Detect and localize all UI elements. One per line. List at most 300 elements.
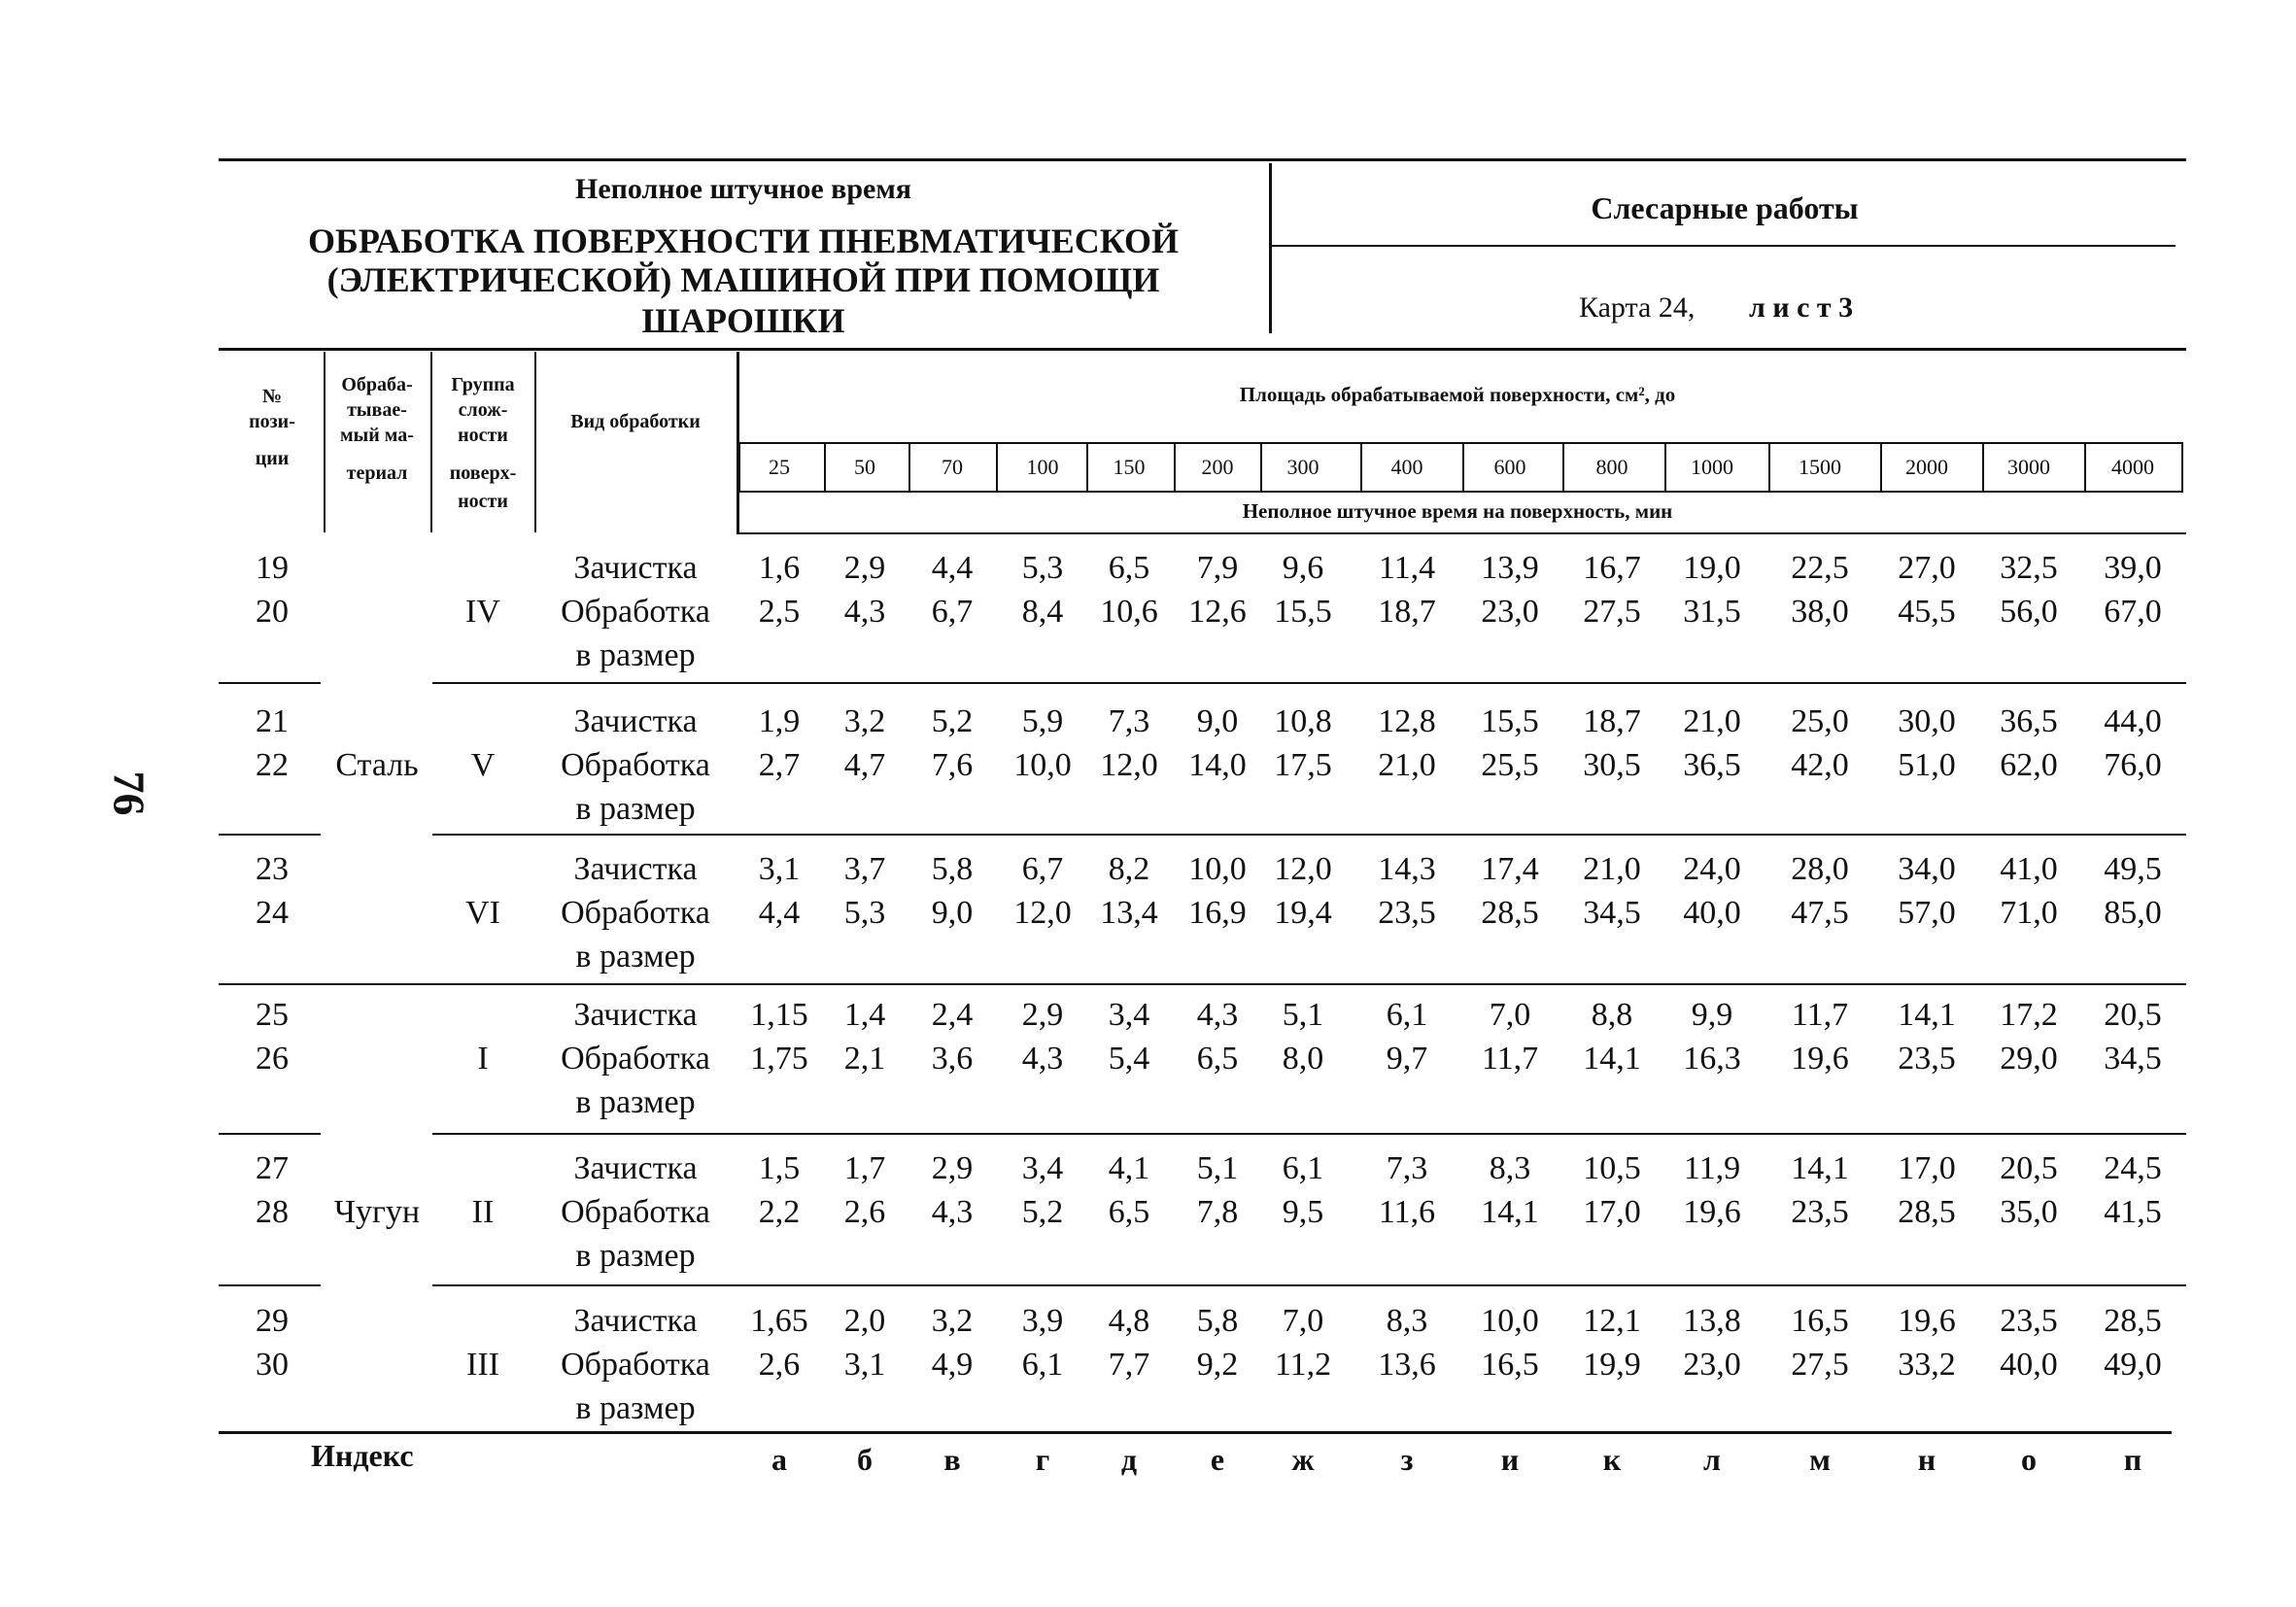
- time-value: 9,2: [1196, 1347, 1239, 1383]
- header-title-line-2: (ЭЛЕКТРИЧЕСКОЙ) МАШИНОЙ ПРИ ПОМОЩИ: [326, 260, 1160, 299]
- area-col-divider: [2084, 442, 2086, 493]
- time-value: 4,9: [931, 1347, 974, 1383]
- table-bottom-rule: [219, 1431, 2172, 1434]
- time-value: 17,0: [1898, 1150, 1956, 1186]
- time-value: 18,7: [1583, 703, 1641, 739]
- area-header: Площадь обрабатываемой поверхности, см², до: [1239, 383, 1676, 406]
- area-col-divider: [1462, 442, 1464, 493]
- process-name: Обработка: [561, 1194, 710, 1230]
- position-number: 21: [256, 703, 289, 739]
- time-value: 5,4: [1108, 1041, 1150, 1077]
- index-letter: и: [1500, 1442, 1520, 1477]
- position-number: 30: [256, 1347, 289, 1383]
- time-value: 3,1: [843, 1347, 886, 1383]
- time-value: 13,9: [1481, 550, 1539, 586]
- time-value: 40,0: [2000, 1347, 2058, 1383]
- process-header: Вид обработки: [570, 411, 701, 432]
- time-value: 4,4: [758, 895, 801, 931]
- complexity-group: VI: [465, 895, 500, 931]
- time-value: 45,5: [1898, 594, 1956, 630]
- time-value: 19,4: [1274, 895, 1332, 931]
- position-number: 28: [256, 1194, 289, 1230]
- time-value: 85,0: [2104, 895, 2162, 931]
- time-value: 19,0: [1683, 550, 1741, 586]
- time-value: 13,6: [1378, 1347, 1436, 1383]
- time-value: 2,6: [843, 1194, 886, 1230]
- time-value: 8,2: [1108, 851, 1150, 887]
- time-value: 14,0: [1188, 747, 1247, 783]
- position-number: 22: [256, 747, 289, 783]
- position-separator: [219, 1284, 321, 1286]
- time-value: 27,5: [1791, 1347, 1849, 1383]
- group-header-1: Группа: [451, 374, 515, 395]
- area-col-divider: [908, 442, 910, 493]
- area-value: 25: [769, 455, 790, 479]
- area-value: 600: [1493, 455, 1526, 479]
- time-value: 16,9: [1188, 895, 1247, 931]
- time-value: 21,0: [1583, 851, 1641, 887]
- time-value: 32,5: [2000, 550, 2058, 586]
- time-value: 9,0: [931, 895, 974, 931]
- time-value: 10,0: [1188, 851, 1247, 887]
- time-value: 14,1: [1481, 1194, 1539, 1230]
- time-value: 15,5: [1274, 594, 1332, 630]
- time-value: 7,0: [1489, 997, 1531, 1033]
- group-separator: [432, 834, 2186, 836]
- index-letter: н: [1917, 1442, 1936, 1477]
- time-value: 38,0: [1791, 594, 1849, 630]
- area-value: 1500: [1799, 455, 1841, 479]
- time-value: 8,3: [1489, 1150, 1531, 1186]
- process-name-cont: в размер: [575, 1238, 696, 1274]
- complexity-group: III: [466, 1347, 499, 1383]
- time-value: 25,5: [1481, 747, 1539, 783]
- position-header-1: №: [261, 386, 283, 407]
- time-value: 44,0: [2104, 703, 2162, 739]
- area-value: 150: [1113, 455, 1146, 479]
- time-value: 1,6: [758, 550, 801, 586]
- time-value: 1,15: [750, 997, 808, 1033]
- time-value: 24,5: [2104, 1150, 2162, 1186]
- time-value: 6,7: [1021, 851, 1064, 887]
- time-value: 36,5: [1683, 747, 1741, 783]
- time-value: 8,3: [1386, 1303, 1428, 1339]
- time-value: 15,5: [1481, 703, 1539, 739]
- time-value: 9,6: [1282, 550, 1324, 586]
- index-letter: а: [771, 1442, 787, 1477]
- time-value: 1,75: [750, 1041, 808, 1077]
- time-value: 19,6: [1791, 1041, 1849, 1077]
- time-value: 33,2: [1898, 1347, 1956, 1383]
- time-value: 6,7: [931, 594, 974, 630]
- time-value: 10,0: [1013, 747, 1072, 783]
- time-value: 6,5: [1196, 1041, 1239, 1077]
- time-value: 27,0: [1898, 550, 1956, 586]
- time-value: 2,9: [843, 550, 886, 586]
- process-name-cont: в размер: [575, 1390, 696, 1426]
- time-value: 4,1: [1108, 1150, 1150, 1186]
- area-value: 300: [1286, 455, 1319, 479]
- time-value: 10,0: [1481, 1303, 1539, 1339]
- time-value: 12,0: [1013, 895, 1072, 931]
- time-value: 7,8: [1196, 1194, 1239, 1230]
- area-col-divider: [738, 442, 740, 493]
- time-value: 4,7: [843, 747, 886, 783]
- index-letter: п: [2123, 1442, 2142, 1477]
- time-value: 5,1: [1282, 997, 1324, 1033]
- complexity-group: IV: [465, 594, 500, 630]
- time-value: 47,5: [1791, 895, 1849, 931]
- time-value: 16,3: [1683, 1041, 1741, 1077]
- time-value: 35,0: [2000, 1194, 2058, 1230]
- page-number: 76: [104, 770, 154, 816]
- card-number: Карта 24,: [1579, 291, 1696, 324]
- time-value: 56,0: [2000, 594, 2058, 630]
- time-value: 62,0: [2000, 747, 2058, 783]
- index-letter: л: [1703, 1442, 1721, 1477]
- time-value: 23,5: [1378, 895, 1436, 931]
- time-value: 30,5: [1583, 747, 1641, 783]
- time-value: 3,6: [931, 1041, 974, 1077]
- material-header-2: тывае-: [347, 399, 407, 421]
- time-value: 67,0: [2104, 594, 2162, 630]
- time-value: 7,7: [1108, 1347, 1150, 1383]
- time-value: 2,9: [931, 1150, 974, 1186]
- time-value: 2,0: [843, 1303, 886, 1339]
- material-header-3: мый ма-: [340, 425, 414, 446]
- time-value: 22,5: [1791, 550, 1849, 586]
- col-divider-2: [430, 352, 432, 532]
- area-value: 3000: [2007, 455, 2050, 479]
- time-value: 14,3: [1378, 851, 1436, 887]
- time-value: 12,1: [1583, 1303, 1641, 1339]
- position-number: 29: [256, 1303, 289, 1339]
- time-value: 41,5: [2104, 1194, 2162, 1230]
- time-value: 3,9: [1021, 1303, 1064, 1339]
- time-value: 28,5: [2104, 1303, 2162, 1339]
- position-number: 26: [256, 1041, 289, 1077]
- time-value: 7,9: [1196, 550, 1239, 586]
- time-value: 4,3: [1196, 997, 1239, 1033]
- top-rule: [219, 158, 2186, 161]
- time-value: 10,5: [1583, 1150, 1641, 1186]
- time-value: 27,5: [1583, 594, 1641, 630]
- area-col-divider: [996, 442, 998, 493]
- header-title-line-3: ШАРОШКИ: [641, 301, 845, 340]
- area-col-divider: [1360, 442, 1362, 493]
- time-value: 12,6: [1188, 594, 1247, 630]
- time-value: 6,5: [1108, 550, 1150, 586]
- area-value: 1000: [1691, 455, 1733, 479]
- time-value: 9,5: [1282, 1194, 1324, 1230]
- time-value: 39,0: [2104, 550, 2162, 586]
- time-value: 11,6: [1378, 1194, 1436, 1230]
- col-divider-1: [324, 352, 326, 532]
- area-col-divider: [2181, 442, 2183, 493]
- time-value: 14,1: [1583, 1041, 1641, 1077]
- time-value: 21,0: [1378, 747, 1436, 783]
- time-value: 19,6: [1898, 1303, 1956, 1339]
- process-name: Зачистка: [573, 1150, 698, 1186]
- complexity-group: V: [470, 747, 496, 783]
- area-value: 800: [1595, 455, 1628, 479]
- time-value: 34,5: [2104, 1041, 2162, 1077]
- time-value: 28,5: [1481, 895, 1539, 931]
- material-header-1: Обраба-: [341, 374, 413, 395]
- time-value: 13,4: [1100, 895, 1158, 931]
- process-name: Обработка: [561, 594, 710, 630]
- time-value: 28,0: [1791, 851, 1849, 887]
- process-name: Обработка: [561, 895, 710, 931]
- group-separator: [432, 682, 2186, 684]
- position-number: 23: [256, 851, 289, 887]
- area-row-bottom: [738, 491, 2181, 493]
- time-value: 17,4: [1481, 851, 1539, 887]
- time-value: 28,5: [1898, 1194, 1956, 1230]
- area-col-divider: [1260, 442, 1262, 493]
- time-value: 40,0: [1683, 895, 1741, 931]
- table-top-rule: [219, 348, 2186, 351]
- index-letter: б: [857, 1442, 873, 1477]
- time-value: 2,9: [1021, 997, 1064, 1033]
- group-header-4: поверх-: [449, 462, 517, 484]
- time-value: 30,0: [1898, 703, 1956, 739]
- time-value: 29,0: [2000, 1041, 2058, 1077]
- time-value: 7,6: [931, 747, 974, 783]
- process-name: Зачистка: [573, 997, 698, 1033]
- area-value: 4000: [2111, 455, 2154, 479]
- group-header-5: ности: [458, 491, 508, 512]
- time-value: 6,1: [1386, 997, 1428, 1033]
- time-value: 1,65: [750, 1303, 808, 1339]
- time-value: 23,5: [1791, 1194, 1849, 1230]
- time-value: 9,9: [1691, 997, 1733, 1033]
- time-value: 20,5: [2000, 1150, 2058, 1186]
- area-value: 200: [1201, 455, 1234, 479]
- time-value: 9,0: [1196, 703, 1239, 739]
- time-value: 11,7: [1481, 1041, 1539, 1077]
- process-name: Зачистка: [573, 1303, 698, 1339]
- time-value: 7,0: [1282, 1303, 1324, 1339]
- group-separator: [432, 1284, 2186, 1286]
- time-value: 7,3: [1386, 1150, 1428, 1186]
- time-value: 34,0: [1898, 851, 1956, 887]
- sheet-number: л и с т 3: [1749, 291, 1854, 324]
- area-col-divider: [824, 442, 826, 493]
- index-letter: о: [2021, 1442, 2037, 1477]
- time-value: 2,2: [758, 1194, 801, 1230]
- position-number: 19: [256, 550, 289, 586]
- time-value: 49,0: [2104, 1347, 2162, 1383]
- position-header-3: ции: [255, 448, 290, 469]
- time-value: 71,0: [2000, 895, 2058, 931]
- process-name: Обработка: [561, 1041, 710, 1077]
- time-value: 5,8: [931, 851, 974, 887]
- time-value: 5,9: [1021, 703, 1064, 739]
- time-value: 23,0: [1683, 1347, 1741, 1383]
- process-name-cont: в размер: [575, 791, 696, 827]
- time-value: 42,0: [1791, 747, 1849, 783]
- group-header-2: слож-: [458, 399, 508, 421]
- time-value: 8,4: [1021, 594, 1064, 630]
- position-number: 20: [256, 594, 289, 630]
- time-value: 14,1: [1898, 997, 1956, 1033]
- material-name: Чугун: [333, 1194, 421, 1230]
- time-value: 11,2: [1274, 1347, 1332, 1383]
- time-value: 4,4: [931, 550, 974, 586]
- time-value: 31,5: [1683, 594, 1741, 630]
- time-value: 21,0: [1683, 703, 1741, 739]
- time-value: 23,5: [2000, 1303, 2058, 1339]
- area-value: 70: [942, 455, 963, 479]
- time-value: 17,0: [1583, 1194, 1641, 1230]
- time-value: 3,7: [843, 851, 886, 887]
- position-number: 24: [256, 895, 289, 931]
- index-letter: з: [1400, 1442, 1414, 1477]
- time-value: 4,3: [1021, 1041, 1064, 1077]
- index-letter: г: [1035, 1442, 1050, 1477]
- time-value: 17,5: [1274, 747, 1332, 783]
- time-value: 4,3: [843, 594, 886, 630]
- area-value: 100: [1026, 455, 1059, 479]
- time-value: 16,5: [1481, 1347, 1539, 1383]
- time-value: 4,3: [931, 1194, 974, 1230]
- process-name: Обработка: [561, 747, 710, 783]
- material-name: Сталь: [335, 747, 419, 783]
- index-letter: м: [1809, 1442, 1831, 1477]
- time-value: 11,4: [1378, 550, 1436, 586]
- process-name-cont: в размер: [575, 1084, 696, 1120]
- header-right-rule: [1272, 245, 2176, 247]
- time-value: 6,1: [1282, 1150, 1324, 1186]
- time-value: 34,5: [1583, 895, 1641, 931]
- process-name: Зачистка: [573, 703, 698, 739]
- time-value: 11,9: [1683, 1150, 1741, 1186]
- area-col-divider: [1562, 442, 1564, 493]
- time-value: 16,5: [1791, 1303, 1849, 1339]
- area-col-divider: [1768, 442, 1770, 493]
- area-col-divider: [1982, 442, 1984, 493]
- time-value: 6,5: [1108, 1194, 1150, 1230]
- index-letter: к: [1602, 1442, 1622, 1477]
- time-value: 5,3: [1021, 550, 1064, 586]
- time-value: 3,2: [931, 1303, 974, 1339]
- time-value: 10,8: [1274, 703, 1332, 739]
- time-value: 5,2: [1021, 1194, 1064, 1230]
- time-value: 20,5: [2104, 997, 2162, 1033]
- index-letter: д: [1120, 1442, 1138, 1477]
- position-number: 25: [256, 997, 289, 1033]
- position-separator: [219, 682, 321, 684]
- time-value: 3,4: [1021, 1150, 1064, 1186]
- complexity-group: I: [477, 1041, 489, 1077]
- index-letter: в: [943, 1442, 961, 1477]
- area-value: 2000: [1905, 455, 1948, 479]
- time-value: 23,0: [1481, 594, 1539, 630]
- time-value: 18,7: [1378, 594, 1436, 630]
- header-title-line-1: ОБРАБОТКА ПОВЕРХНОСТИ ПНЕВМАТИЧЕСКОЙ: [308, 222, 1179, 260]
- time-value: 7,3: [1108, 703, 1150, 739]
- time-value: 76,0: [2104, 747, 2162, 783]
- col-divider-3: [534, 352, 536, 532]
- time-value: 51,0: [1898, 747, 1956, 783]
- area-value: 400: [1390, 455, 1423, 479]
- process-name: Обработка: [561, 1347, 710, 1383]
- index-letter: е: [1210, 1442, 1225, 1477]
- time-value: 1,9: [758, 703, 801, 739]
- time-value: 9,7: [1386, 1041, 1428, 1077]
- area-col-divider: [1880, 442, 1882, 493]
- time-value: 3,2: [843, 703, 886, 739]
- area-col-divider: [1086, 442, 1088, 493]
- process-name-cont: в размер: [575, 939, 696, 974]
- time-value: 24,0: [1683, 851, 1741, 887]
- time-value: 36,5: [2000, 703, 2058, 739]
- time-value: 5,8: [1196, 1303, 1239, 1339]
- time-value: 12,0: [1274, 851, 1332, 887]
- time-value: 25,0: [1791, 703, 1849, 739]
- time-value: 2,1: [843, 1041, 886, 1077]
- process-name: Зачистка: [573, 550, 698, 586]
- time-value: 8,8: [1591, 997, 1633, 1033]
- time-value: 19,9: [1583, 1347, 1641, 1383]
- time-value: 1,5: [758, 1150, 801, 1186]
- area-value: 50: [854, 455, 875, 479]
- time-value: 2,5: [758, 594, 801, 630]
- time-value: 16,7: [1583, 550, 1641, 586]
- index-letter: ж: [1291, 1442, 1315, 1477]
- position-number: 27: [256, 1150, 289, 1186]
- time-value: 8,0: [1282, 1041, 1324, 1077]
- time-value: 2,7: [758, 747, 801, 783]
- time-value: 57,0: [1898, 895, 1956, 931]
- time-value: 14,1: [1791, 1150, 1849, 1186]
- header-divider: [1269, 163, 1272, 333]
- process-name: Зачистка: [573, 851, 698, 887]
- complexity-group: II: [471, 1194, 495, 1230]
- time-value: 1,4: [843, 997, 886, 1033]
- time-value: 5,1: [1196, 1150, 1239, 1186]
- time-value: 10,6: [1100, 594, 1158, 630]
- area-col-divider: [1174, 442, 1176, 493]
- time-header: Неполное штучное время на поверхность, мин: [1242, 499, 1673, 523]
- time-value: 1,7: [843, 1150, 886, 1186]
- header-subtitle: Неполное штучное время: [574, 173, 912, 205]
- time-value: 19,6: [1683, 1194, 1741, 1230]
- time-value: 13,8: [1683, 1303, 1741, 1339]
- time-value: 2,4: [931, 997, 974, 1033]
- time-value: 3,4: [1108, 997, 1150, 1033]
- time-value: 17,2: [2000, 997, 2058, 1033]
- material-header-4: териал: [346, 462, 408, 484]
- time-value: 41,0: [2000, 851, 2058, 887]
- time-value: 5,3: [843, 895, 886, 931]
- position-separator: [219, 1133, 321, 1135]
- position-separator: [219, 834, 321, 836]
- group-header-3: ности: [458, 425, 508, 446]
- index-label: Индекс: [311, 1438, 414, 1473]
- position-header-2: пози-: [249, 411, 295, 432]
- time-value: 6,1: [1021, 1347, 1064, 1383]
- time-value: 12,8: [1378, 703, 1436, 739]
- time-value: 49,5: [2104, 851, 2162, 887]
- header-bottom-right: [738, 532, 2186, 534]
- section-title: Слесарные работы: [1591, 190, 1859, 225]
- time-value: 4,8: [1108, 1303, 1150, 1339]
- time-value: 5,2: [931, 703, 974, 739]
- time-value: 23,5: [1898, 1041, 1956, 1077]
- area-col-divider: [1664, 442, 1666, 493]
